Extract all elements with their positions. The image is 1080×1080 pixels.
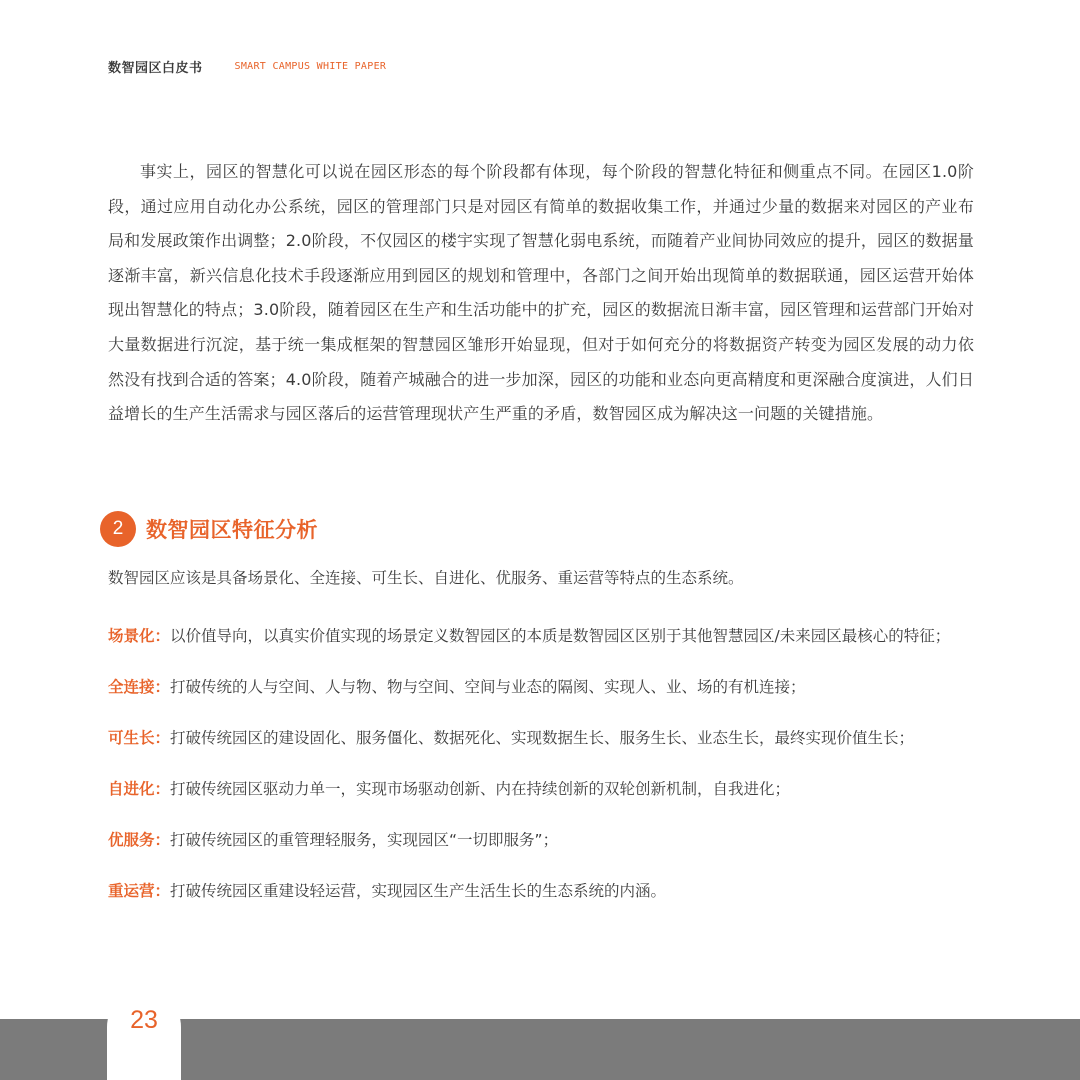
feature-item-service: [108, 828, 950, 879]
intro-paragraph: 事实上，园区的智慧化可以说在园区形态的每个阶段都有体现，每个阶段的智慧化特征和侧重点不同。在园区1.0阶段，通过应用自动化办公系统，园区的管理部门只是对园区有简单的数据收集工作，并通过少量的数据来对园区的产业布局和发展政策作出调整；2.0阶段，不仅园区的楼宇实现了智慧化弱电系统，而随着产业间协同效应的提升，园区的数据量逐渐丰富，新兴信息化技术手段逐渐应用到园区的规划和管理中，各部门之间开始出现简单的数据联通，园区运营开始体现出智慧化的特点；3.0阶段，随着园区在生产和生活功能中的扩充，园区的数据流日渐丰富，园区管理和运营部门开始对大量数据进行沉淀，基于统一集成框架的智慧园区雏形开始显现，但对于如何充分的将数据资产转变为园区发展的动力依然没有找到合适的答案；4.0阶段，随着产城融合的进一步加深，园区的功能和业态向更高精度和更深融合度演进，人们日益增长的生产生活需求与园区落后的运营管理现状产生严重的矛盾，数智园区成为解决这一问题的关键措施。: [108, 162, 974, 424]
section-title: 数智园区特征分析: [146, 518, 318, 542]
header-title-cn: 数智园区白皮书: [108, 60, 203, 76]
page-number: 23: [130, 1006, 158, 1034]
feature-text: 以价值导向，以真实价值实现的场景定义数智园区的本质是数智园区区别于其他智慧园区/未来园区最核心的特征；: [170, 627, 951, 645]
feature-term: 重运营：: [108, 882, 171, 900]
section-heading: [100, 511, 318, 547]
feature-item-growable: [108, 726, 950, 777]
feature-term: 自进化：: [108, 780, 171, 798]
page-header: [108, 56, 386, 76]
header-title-en: SMART CAMPUS WHITE PAPER: [234, 60, 387, 72]
feature-list: [108, 624, 950, 930]
feature-text: 打破传统的人与空间、人与物、物与空间、空间与业态的隔阂、实现人、业、场的有机连接；: [170, 678, 806, 696]
feature-text: 打破传统园区驱动力单一，实现市场驱动创新、内在持续创新的双轮创新机制，自我进化；: [170, 780, 791, 798]
feature-item-self-evolving: [108, 777, 950, 828]
page-number-tab: [107, 990, 181, 1080]
feature-text: 打破传统园区的建设固化、服务僵化、数据死化、实现数据生长、服务生长、业态生长，最终实现价值生长；: [170, 729, 915, 747]
feature-item-scenario: [108, 624, 950, 675]
feature-term: 可生长：: [108, 729, 171, 747]
feature-item-full-connection: [108, 675, 950, 726]
feature-text: 打破传统园区重建设轻运营，实现园区生产生活生长的生态系统的内涵。: [170, 882, 667, 900]
feature-text: 打破传统园区的重管理轻服务，实现园区“一切即服务”；: [170, 831, 559, 849]
feature-term: 场景化：: [108, 627, 171, 645]
feature-item-operation: [108, 879, 950, 930]
section-number-badge: 2: [100, 511, 136, 547]
section-description: 数智园区应该是具备场景化、全连接、可生长、自进化、优服务、重运营等特点的生态系统。: [108, 569, 744, 587]
feature-term: 优服务：: [108, 831, 171, 849]
feature-term: 全连接：: [108, 678, 171, 696]
